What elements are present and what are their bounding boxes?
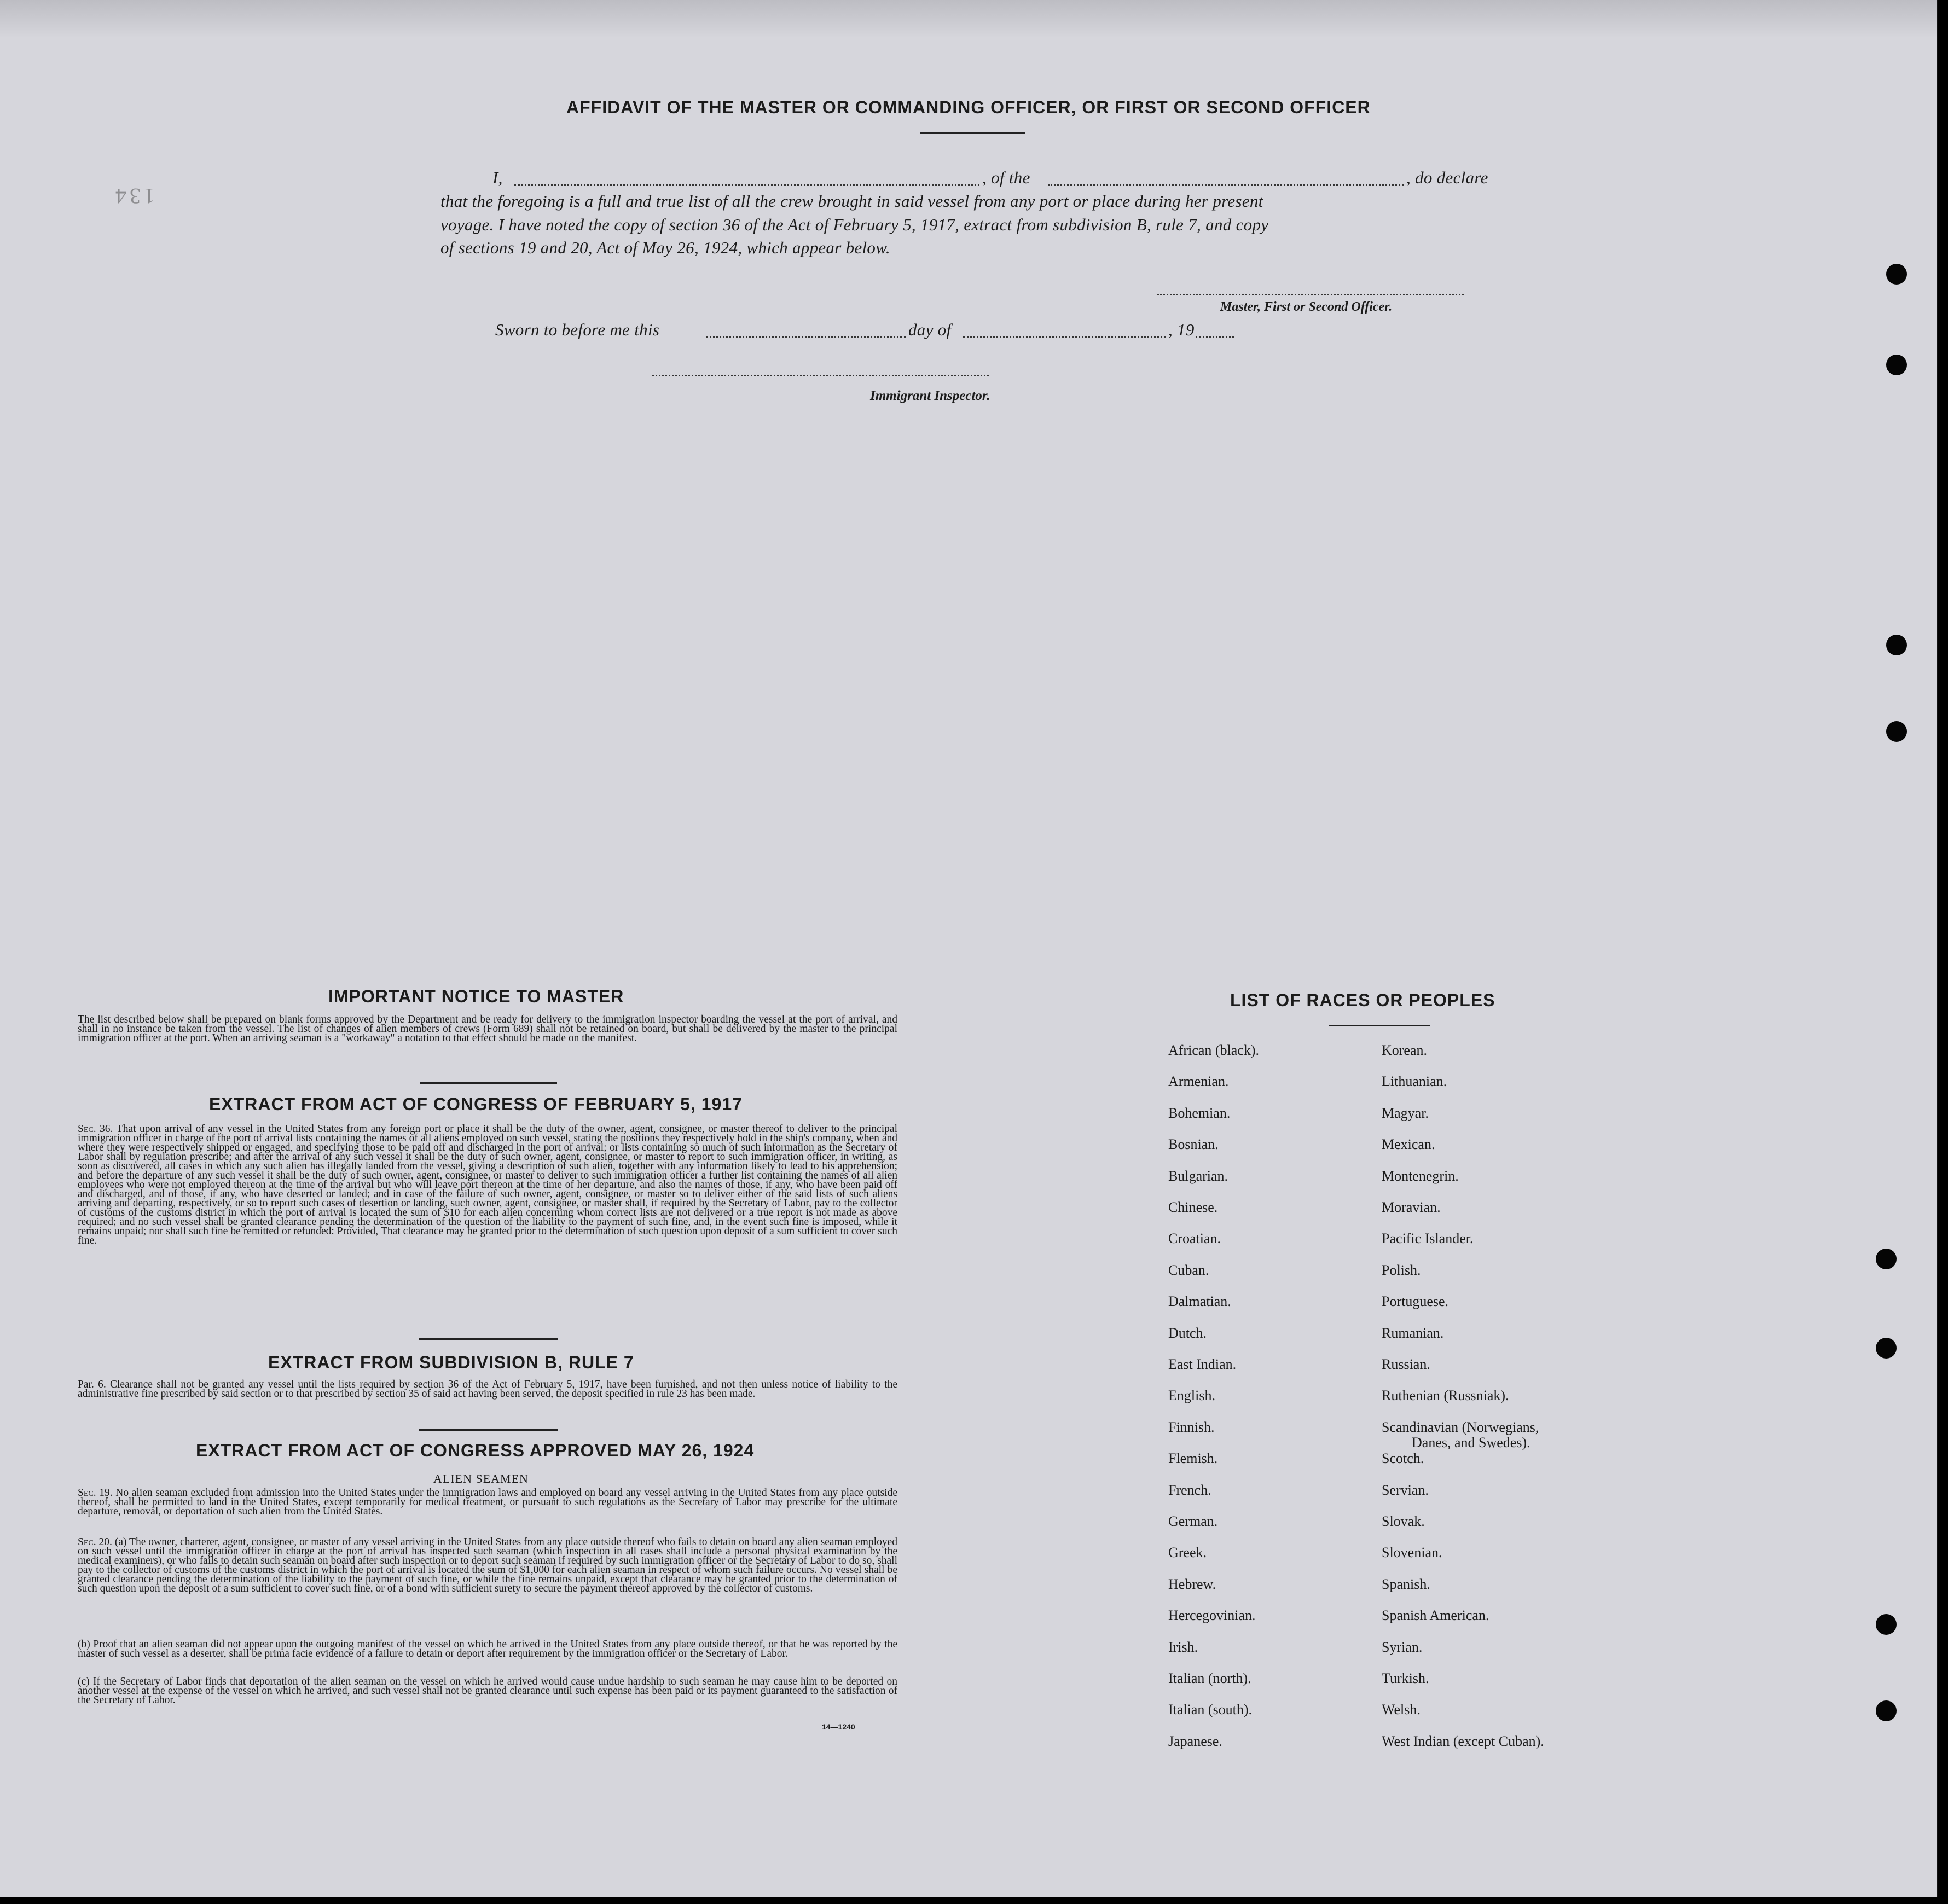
race-item: French. <box>1168 1482 1211 1498</box>
sec19-text: Sec. 19. No alien seaman excluded from admission into the United States under the immigration laws and employed on board any vessel arriving in the United States from any place outside thereof, shall be permitted to land in the United States, except temporarily for medical treatment, or pursuant to such regulations as the Secretary of Labor may prescribe for the ultimate departure, removal, or deportation of such alien from the United States. <box>78 1487 897 1517</box>
race-item: Armenian. <box>1168 1073 1229 1090</box>
race-item: Servian. <box>1382 1482 1429 1498</box>
race-item: Croatian. <box>1168 1230 1221 1247</box>
affidavit-line-4: of sections 19 and 20, Act of May 26, 1924, which appear below. <box>440 238 890 257</box>
race-item: Bohemian. <box>1168 1105 1231 1121</box>
race-item: Spanish American. <box>1382 1607 1489 1624</box>
race-item: Ruthenian (Russniak). <box>1382 1388 1509 1404</box>
page-stamp: 134 <box>112 184 155 208</box>
races-title: LIST OF RACES OR PEOPLES <box>1230 990 1495 1010</box>
race-item: Japanese. <box>1168 1733 1222 1749</box>
race-item-continuation: Danes, and Swedes). <box>1412 1434 1530 1450</box>
race-item: West Indian (except Cuban). <box>1382 1733 1544 1749</box>
punch-hole <box>1876 1249 1897 1269</box>
race-item: African (black). <box>1168 1042 1260 1058</box>
extract-1917-text: Sec. 36. That upon arrival of any vessel in the United States from any foreign port or place it shall be the duty of the owner, agent, consignee, or master thereof to deliver to the principal immigration officer in charge of the port of arrival lists containing the names of all aliens employed on such vessel, stating the positions they respectively hold in the ship's company, when and where they were respectively shipped or engaged, and specifying those to be paid off and discharged in the port of arrival; or lists containing so much of such information as the Secretary of Labor shall by regulation prescribe; and after the arrival of any such vessel it shall be the duty of such owner, agent, consignee, or master to report to such immigration officer, in writing, as soon as discovered, all cases in which any such alien has illegally landed from the vessel, giving a description of such alien, together with any information likely to lead to his apprehension; and before the departure of any such vessel it shall be the duty of such owner, agent, consignee, or master to deliver to such immigration officer a further list containing the names of all alien employees who were not employed thereon at the time of the arrival but who will leave port thereon at the time of her departure, and also the names of those, if any, who have been paid off and discharged, and of those, if any, who have deserted or landed; and in case of the failure of such owner, agent, consignee, or master so to deliver either of the said lists of such aliens arriving and departing, respectively, or so to report such cases of desertion or landing, such owner, agent, consignee, or master shall, if required by the Secretary of Labor, pay to the collector of customs of the customs district in which the port of arrival is located the sum of $10 for each alien concerning whom correct lists are not delivered or a true report is not made as above required; and no such vessel shall be granted clearance pending the determination of the question of the liability to the payment of such fine, and, in the event such fine is imposed, while it remains unpaid; nor shall such fine be remitted or refunded: Provided, That clearance may be granted prior to the determination of such question upon deposit of a sum sufficient to cover such fine. <box>78 1123 897 1246</box>
race-item: Lithuanian. <box>1382 1073 1447 1090</box>
punch-hole <box>1886 264 1907 285</box>
race-item: Russian. <box>1382 1356 1430 1372</box>
race-item: Italian (north). <box>1168 1670 1251 1686</box>
race-item: Pacific Islander. <box>1382 1230 1474 1247</box>
sec20a-text: Sec. 20. (a) The owner, charterer, agent, consignee, or master of any vessel arriving in the United States from any place outside thereof who fails to detain on board any alien seaman employed on such vessel until the immigration officer in charge at the port of arrival has inspected such seaman (which inspection in all cases shall include a personal physical examination by the medical examiners), or who fails to detain such seaman on board after such inspection or to deport such seaman if required by such immigration officer or the Secretary of Labor to do so, shall pay to the collector of customs of the customs district in which the port of arrival is located the sum of $1,000 for each alien seaman in respect of whom such failure occurs. No vessel shall be granted clearance pending the determination of the liability to the payment of such fine, or while the fine remains unpaid, except that clearance may be granted prior to the determination of such question upon the deposit of a sum sufficient to cover such fine, or of a bond with sufficient surety to secure the payment thereof approved by the collector of customs. <box>78 1536 897 1594</box>
race-item: English. <box>1168 1388 1215 1404</box>
race-item: Bosnian. <box>1168 1136 1219 1153</box>
race-item: Spanish. <box>1382 1576 1430 1592</box>
races-title-rule <box>1329 1025 1430 1026</box>
rule7-title: EXTRACT FROM SUBDIVISION B, RULE 7 <box>268 1352 634 1372</box>
race-item: Turkish. <box>1382 1670 1429 1686</box>
notice-rule <box>420 1082 557 1084</box>
race-item: Slovak. <box>1382 1513 1425 1529</box>
extract-1924-title: EXTRACT FROM ACT OF CONGRESS APPROVED MAY 26, 1924 <box>196 1441 755 1460</box>
document-page: 134 AFFIDAVIT OF THE MASTER OR COMMANDING OFFICER, OR FIRST OR SECOND OFFICER I, , of the , do declare that the foregoing is a full and true list of all the crew brought in said vessel from any port or place during her present voyage. I have noted the copy of section 36 of the Act of February 5, 1917, extract from subdivision B, rule 7, and copy of sections 19 and 20, Act of May 26, 1924, which appear below. Master, First or Second Officer. Sworn to before me this day of , 19 Immigrant Inspector. IMPORTANT NOTICE TO MASTER The list described below shall be prepared on blank forms approved by the Department and be ready for delivery to the immigration inspector boarding the vessel at the port of arrival, and shall in no instance be taken from the vessel. The list of changes of alien members of crews (Form 689) shall not be retained on board, but shall be delivered by the master to the principal immigration officer at the port. When an arriving seaman is a "workaway" a notation to that effect should be made on the manifest. EXTRACT FROM ACT OF CONGRESS OF FEBRUARY 5, 1917 Sec. 36. That upon arrival of any vessel in the United States from any foreign port or place it shall be the duty of the owner, agent, consignee, or master thereof to deliver to the principal immigration officer in charge of the port of arrival lists containing the names of all aliens employed on such vessel, stating the positions they respectively hold in the ship's company, when and where they were respectively shipped or engaged, and specifying those to be paid off and discharged in the port of arrival; or lists containing so much of such information as the Secretary of Labor shall by regulation prescribe; and after the arrival of any such vessel it shall be the duty of such owner, agent, consignee, or master to report to such immigration officer, in writing, as soon as discovered, all cases in which any such alien has illegally landed from the vessel, giving a description of such alien, together with any information likely to lead to his apprehension; and before the departure of any such vessel it shall be the duty of such owner, agent, consignee, or master to deliver to such immigration officer a further list containing the names of all alien employees who were not employed thereon at the time of the arrival but who will leave port thereon at the time of her departure, and also the names of those, if any, who have been paid off and discharged, and of those, if any, who have deserted or landed; and in case of the failure of such owner, agent, consignee, or master so to deliver either of the said lists of such aliens arriving and departing, respectively, or so to report such cases of desertion or landing, such owner, agent, consignee, or master shall, if required by the Secretary of Labor, pay to the collector of customs of the customs district in which the port of arrival is located the sum of $10 for each alien concerning whom correct lists are not delivered or a true report is not made as above required; and no such vessel shall be granted clearance pending the determination of the question of the liability to the payment of such fine, and, in the event such fine is imposed, while it remains unpaid; nor shall such fine be remitted or refunded: Provided, That clearance may be granted prior to the determination of such question upon deposit of a sum sufficient to cover such fine. EXTRACT FROM SUBDIVISION B, RULE 7 Par. 6. Clearance shall not be granted any vessel until the lists required by section 36 of the Act of February 5, 1917, have been furnished, and not then unless notice of liability to the administrative fine prescribed by said section or to that prescribed by section 35 of said act having been served, the deposit specified in rule 23 has been made. EXTRACT FROM ACT OF CONGRESS APPROVED MAY 26, 1924 ALIEN SEAMEN Sec. 19. No alien seaman excluded from admission into the United States under the immigration laws and employed on board any vessel arriving in the United States from any place outside thereof, shall be permitted to land in the United States, except temporarily for medical treatment, or pursuant to such regulations as the Secretary of Labor may prescribe for the ultimate departure, removal, or deportation of such alien from the United States. Sec. 20. (a) The owner, charterer, agent, consignee, or master of any vessel arriving in the United States from any place outside thereof who fails to detain on board any alien seaman employed on such vessel until the immigration officer in charge at the port of arrival has inspected such seaman (which inspection in all cases shall include a personal physical examination by the medical examiners), or who fails to detain such seaman on board after such inspection or to deport such seaman if required by such immigration officer or the Secretary of Labor to do so, shall pay to the collector of customs of the customs district in which the port of arrival is located the sum of $1,000 for each alien seaman in respect of whom such failure occurs. No vessel shall be granted clearance pending the determination of the liability to the payment of such fine, or while the fine remains unpaid, except that clearance may be granted prior to the determination of such question upon the deposit of a sum sufficient to cover such fine, or of a bond with sufficient surety to secure the payment thereof approved by the collector of customs. (b) Proof that an alien seaman did not appear upon the outgoing manifest of the vessel on which he arrived in the United States from any place outside thereof, or that he was reported by the master of such vessel as a deserter, shall be prima facie evidence of a failure to detain or deport after requirement by the immigration officer or the Secretary of Labor. (c) If the Secretary of Labor finds that deportation of the alien seaman on the vessel on which he arrived would cause undue hardship to such seaman he may cause him to be deported on another vessel at the expense of the vessel on which he arrived, and such vessel shall not be granted clearance until such expense has been paid or its payment guaranteed to the satisfaction of the Secretary of Labor. 14—1240 LIST OF RACES OR PEOPLES African (black). Armenian. Bohemian. Bosnian. Bulgarian. Chinese. Croatian. Cuban. Dalmatian. Dutch. East Indian. English. Finnish. Flemish. French. German. Greek. Hebrew. Hercegovinian. Irish. Italian (north). Italian (south). Japanese. Korean. Lithuanian. Magyar. Mexican. Montenegrin. Moravian. Pacific Islander. Polish. Portuguese. Rumanian. Russian. Ruthenian (Russniak). Scandinavian (Norwegians, Scotch. Servian. Slovak. Slovenian. Spanish. Spanish American. Syrian. Turkish. Welsh. West Indian (except Cuban). Danes, and Swedes). <box>0 0 1938 1897</box>
notice-text: The list described below shall be prepared on blank forms approved by the Department and be ready for delivery to the immigration inspector boarding the vessel at the port of arrival, and shall in no instance be taken from the vessel. The list of changes of alien members of crews (Form 689) shall not be retained on board, but shall be delivered by the master to the principal immigration officer at the port. When an arriving seaman is a "workaway" a notation to that effect should be made on the manifest. <box>78 1014 897 1044</box>
race-item: Hebrew. <box>1168 1576 1216 1592</box>
race-item: Bulgarian. <box>1168 1168 1228 1184</box>
race-item: Hercegovinian. <box>1168 1607 1256 1624</box>
sec20c-text: (c) If the Secretary of Labor finds that deportation of the alien seaman on the vessel on which he arrived would cause undue hardship to such seaman he may cause him to be deported on another vessel at the expense of the vessel on which he arrived, and such vessel shall not be granted clearance until such expense has been paid or its payment guaranteed to the satisfaction of the Secretary of Labor. <box>78 1676 897 1706</box>
race-item: Irish. <box>1168 1639 1198 1655</box>
punch-hole <box>1876 1614 1897 1635</box>
punch-hole <box>1886 721 1907 742</box>
master-signature-label: Master, First or Second Officer. <box>1220 300 1393 314</box>
inspector-signature-line <box>652 375 989 376</box>
race-item: Mexican. <box>1382 1136 1435 1153</box>
rule7-rule <box>419 1429 558 1431</box>
affidavit-title-rule <box>920 132 1025 134</box>
race-item: Dutch. <box>1168 1325 1207 1341</box>
race-item: Syrian. <box>1382 1639 1423 1655</box>
race-item: Polish. <box>1382 1262 1421 1278</box>
affidavit-line-3: voyage. I have noted the copy of section 36 of the Act of February 5, 1917, extract from subdivision B, rule 7, and copy <box>440 215 1269 234</box>
affidavit-line-2: that the foregoing is a full and true list of all the crew brought in said vessel from any port or place during her present <box>440 191 1263 211</box>
race-item: East Indian. <box>1168 1356 1237 1372</box>
race-item: Magyar. <box>1382 1105 1429 1121</box>
race-item: Finnish. <box>1168 1419 1215 1435</box>
scan-top-shadow <box>0 0 1937 38</box>
race-item: Chinese. <box>1168 1199 1218 1215</box>
race-item: Flemish. <box>1168 1450 1218 1467</box>
race-item: Scandinavian (Norwegians, <box>1382 1419 1539 1435</box>
notice-title: IMPORTANT NOTICE TO MASTER <box>328 986 624 1006</box>
affidavit-title: AFFIDAVIT OF THE MASTER OR COMMANDING OFFICER, OR FIRST OR SECOND OFFICER <box>566 97 1371 117</box>
punch-hole <box>1886 355 1907 375</box>
race-item: Moravian. <box>1382 1199 1441 1215</box>
form-number: 14—1240 <box>822 1722 855 1731</box>
race-item: Scotch. <box>1382 1450 1424 1467</box>
inspector-signature-label: Immigrant Inspector. <box>870 388 990 403</box>
race-item: Korean. <box>1382 1042 1428 1058</box>
master-signature-line <box>1157 294 1464 295</box>
alien-seamen-subtitle: ALIEN SEAMEN <box>433 1472 529 1485</box>
punch-hole <box>1876 1700 1897 1721</box>
punch-hole <box>1876 1338 1897 1359</box>
race-item: Dalmatian. <box>1168 1293 1231 1310</box>
race-item: Italian (south). <box>1168 1702 1253 1718</box>
race-item: Cuban. <box>1168 1262 1209 1278</box>
race-item: Rumanian. <box>1382 1325 1444 1341</box>
punch-hole <box>1886 635 1907 655</box>
extract-1917-title: EXTRACT FROM ACT OF CONGRESS OF FEBRUARY 5, 1917 <box>209 1094 743 1114</box>
race-item: Welsh. <box>1382 1702 1421 1718</box>
race-item: Portuguese. <box>1382 1293 1449 1310</box>
race-item: Montenegrin. <box>1382 1168 1459 1184</box>
race-item: Slovenian. <box>1382 1545 1442 1561</box>
race-item: Greek. <box>1168 1545 1207 1561</box>
race-item: German. <box>1168 1513 1218 1529</box>
sec20b-text: (b) Proof that an alien seaman did not appear upon the outgoing manifest of the vessel on which he arrived in the United States from any place outside thereof, or that he was reported by the master of such vessel as a deserter, shall be prima facie evidence of a failure to detain or deport after requirement by the immigration officer or the Secretary of Labor. <box>78 1639 897 1659</box>
extract-1917-rule <box>419 1338 558 1340</box>
rule7-text: Par. 6. Clearance shall not be granted any vessel until the lists required by section 36 of the Act of February 5, 1917, have been furnished, and not then unless notice of liability to the administrative fine prescribed by said section or to that prescribed by section 35 of said act having been served, the deposit specified in rule 23 has been made. <box>78 1379 897 1400</box>
